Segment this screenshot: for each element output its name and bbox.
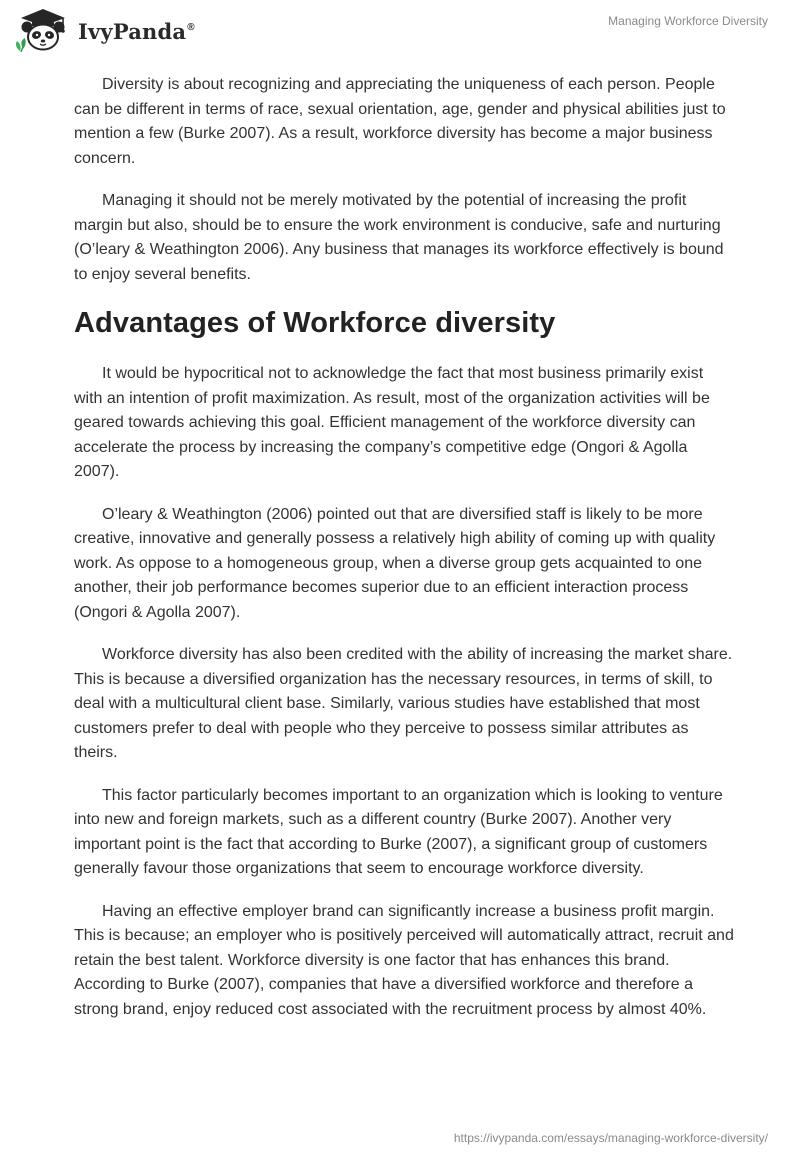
panda-graduate-icon xyxy=(14,8,72,52)
brand-name: IvyPanda® xyxy=(78,18,195,44)
section-paragraph-1: It would be hypocritical not to acknowledge the fact that most business primarily exist with an intention of profit maximization. As result, most of the organization activities will be geared towards achieving this goal. Efficient management of the workforce diversity can accelerate the process by increasing the company’s competitive edge (Ongori & Agolla 2007). xyxy=(74,365,710,480)
section-paragraph-2: O’leary & Weathington (2006) pointed out that are diversified staff is likely to be more creative, innovative and generally possess a relatively high ability of coming up with quality work. As oppose to a homogeneous group, when a diverse group gets acquainted to one another, their job performance becomes superior due to an efficient interaction process (Ongori & Agolla 2007). xyxy=(74,505,716,621)
registered-mark: ® xyxy=(187,21,195,33)
intro-paragraph-2: Managing it should not be merely motivated by the potential of increasing the profit margin but also, should be to ensure the work environment is conducive, safe and nurturing (O’leary & Weathington 2006). Any business that manages its workforce effectively is bound to enjoy several benefits. xyxy=(74,192,724,283)
page-header xyxy=(0,0,800,62)
section-paragraph-3: Workforce diversity has also been credited with the ability of increasing the market share. This is because a diversified organization has the necessary resources, in terms of skill, to deal with a multicultural client base. Similarly, various studies have established that most customers prefer to deal with people who they perceive to possess similar attributes as theirs. xyxy=(74,646,733,761)
document-title: Managing Workforce Diversity xyxy=(608,14,768,28)
intro-paragraph-1: Diversity is about recognizing and appreciating the uniqueness of each person. People can be different in terms of race, sexual orientation, age, gender and physical abilities just to mention a few (Burke 2007). As a result, workforce diversity has become a major business concern. xyxy=(74,76,726,167)
essay-body xyxy=(74,73,734,1040)
section-paragraph-5: Having an effective employer brand can significantly increase a business profit margin. This is because; an employer who is positively perceived will automatically attract, recruit and retain the best talent. Workforce diversity is one factor that has enhances this brand. According to Burke (2007), companies that have a diversified workforce and therefore a strong brand, enjoy reduced cost associated with the recruitment process by almost 40%. xyxy=(74,902,734,1018)
section-paragraph-4: This factor particularly becomes important to an organization which is looking to venture into new and foreign markets, such as a different country (Burke 2007). Another very important point is the fact that according to Burke (2007), a significant group of customers generally favour those organizations that seem to encourage workforce diversity. xyxy=(74,786,723,877)
source-url-link[interactable]: https://ivypanda.com/essays/managing-workforce-diversity/ xyxy=(453,1131,768,1145)
ivypanda-logo[interactable] xyxy=(14,8,195,52)
section-heading: Advantages of Workforce diversity xyxy=(74,307,556,339)
